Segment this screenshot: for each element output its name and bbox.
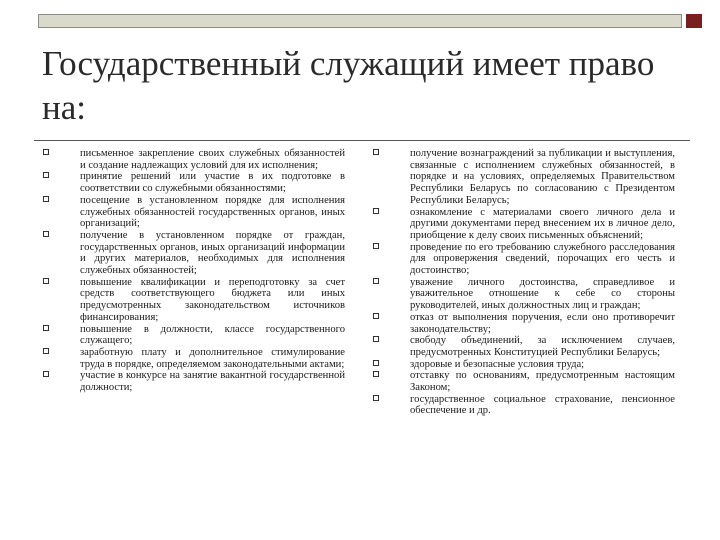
list-item: [410, 359, 675, 371]
list-item: [410, 242, 675, 277]
hollow-square-bullet-icon: [43, 172, 49, 178]
list-item-text: принятие решений или участие в их подготовке в соответствии со служебными обязанностями;: [80, 171, 345, 195]
list-item-text: посещение в установленном порядке для исполнения служебных обязанностей государственных органов, иных организаций;: [80, 194, 345, 230]
list-item: [410, 335, 675, 358]
corner-accent-box: [686, 14, 702, 28]
title-divider: [34, 140, 690, 141]
rights-list-left: [80, 148, 345, 394]
list-item: [410, 394, 675, 417]
rights-list-right: [410, 148, 675, 417]
list-item: [80, 171, 345, 194]
list-item-text: отставку по основаниям, предусмотренным настоящим Законом;: [410, 370, 675, 394]
hollow-square-bullet-icon: [43, 149, 49, 155]
list-item-text: повышение в должности, классе государственного служащего;: [80, 323, 345, 347]
list-item: [80, 195, 345, 230]
list-item: [410, 370, 675, 393]
list-item: [80, 230, 345, 277]
list-item-text: свободу объединений, за исключением случаев, предусмотренных Конституцией Республики Беларусь;: [410, 335, 675, 358]
list-item: [80, 324, 345, 347]
list-item-text: получение вознаграждений за публикации и выступления, связанные с исполнением служебных обязанностей, в порядке и на условиях, определяемых Правительством Республики Беларусь по согласованию с Президентом Республики Беларусь;: [410, 148, 675, 206]
hollow-square-bullet-icon: [373, 149, 379, 155]
hollow-square-bullet-icon: [373, 243, 379, 249]
hollow-square-bullet-icon: [373, 360, 379, 366]
list-item-text: получение в установленном порядке от граждан, государственных органов, иных организаций информации и других материалов, необходимых для исполнения служебных обязанностей;: [80, 229, 345, 277]
list-item: [410, 207, 675, 242]
hollow-square-bullet-icon: [43, 371, 49, 377]
hollow-square-bullet-icon: [373, 313, 379, 319]
list-item-text: уважение личного достоинства, справедливое и уважительное отношение к себе со стороны руководителей, иных должностных лиц и граждан;: [410, 276, 675, 312]
hollow-square-bullet-icon: [373, 208, 379, 214]
slide-title: Государственный служащий имеет право на:: [42, 44, 655, 127]
list-item-text: письменное закрепление своих служебных обязанностей и создание надлежащих условий для их исполнения;: [80, 148, 345, 171]
list-item-text: отказ от выполнения поручения, если оно противоречит законодательству;: [410, 311, 675, 335]
list-item: [80, 370, 345, 393]
list-item: [410, 312, 675, 335]
hollow-square-bullet-icon: [43, 278, 49, 284]
list-item-text: ознакомление с материалами своего личного дела и другими документами перед внесением их в личное дело, приобщение к делу своих письменных объяснений;: [410, 206, 675, 241]
list-item-text: участие в конкурсе на занятие вакантной государственной должности;: [80, 370, 345, 394]
hollow-square-bullet-icon: [373, 395, 379, 401]
list-item: [410, 148, 675, 207]
hollow-square-bullet-icon: [43, 231, 49, 237]
list-item: [410, 277, 675, 312]
hollow-square-bullet-icon: [43, 196, 49, 202]
list-item-text: повышение квалификации и переподготовку за счет средств соответствующего бюджета или иных предусмотренных законодательством источников финансирования;: [80, 276, 345, 323]
hollow-square-bullet-icon: [43, 348, 49, 354]
list-item: [80, 347, 345, 370]
top-decorative-band: [38, 14, 682, 28]
list-item: [80, 277, 345, 324]
hollow-square-bullet-icon: [373, 336, 379, 342]
hollow-square-bullet-icon: [373, 371, 379, 377]
hollow-square-bullet-icon: [43, 325, 49, 331]
hollow-square-bullet-icon: [373, 278, 379, 284]
list-item: [80, 148, 345, 171]
list-item-text: здоровые и безопасные условия труда;: [410, 358, 585, 370]
list-item-text: заработную плату и дополнительное стимулирование труда в порядке, определяемом законодательными актами;: [80, 346, 345, 370]
list-item-text: проведение по его требованию служебного расследования для опровержения сведений, порочащих его честь и достоинство;: [410, 241, 675, 277]
list-item-text: государственное социальное страхование, пенсионное обеспечение и др.: [410, 393, 675, 417]
